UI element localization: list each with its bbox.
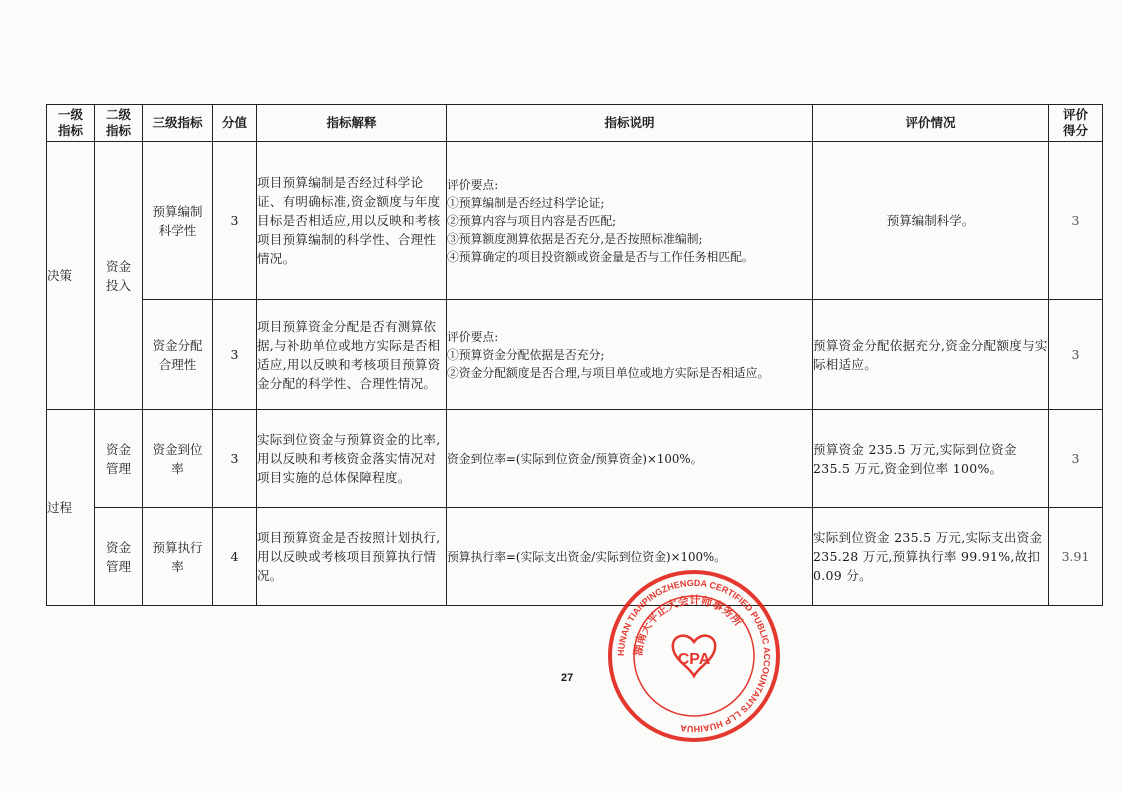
level1-cell: 决策 [47, 142, 95, 410]
header-level2: 二级 指标 [95, 105, 143, 142]
seal-center-text: CPA [677, 651, 711, 668]
description-line: 资金到位率=(实际到位资金/预算资金)×100%。 [447, 451, 703, 466]
description-line: ②预算内容与项目内容是否匹配; [447, 213, 617, 228]
evaluation-cell: 预算资金分配依据充分,资金分配额度与实际相适应。 [813, 300, 1049, 410]
page-number: 27 [561, 672, 574, 684]
description-cell [447, 410, 813, 508]
header-explanation: 指标解释 [257, 105, 447, 142]
explanation-cell: 项目预算资金是否按照计划执行,用以反映或考核项目预算执行情况。 [257, 508, 447, 606]
description-line: 评价要点: [447, 329, 499, 344]
score-value-cell: 3 [213, 300, 257, 410]
level3-cell: 预算执行 率 [143, 508, 213, 606]
evaluation-table [46, 104, 1103, 606]
explanation-cell: 项目预算资金分配是否有测算依据,与补助单位或地方实际是否相适应,用以反映和考核项目预算资金分配的科学性、合理性情况。 [257, 300, 447, 410]
description-line: 预算执行率=(实际支出资金/实际到位资金)×100%。 [447, 549, 727, 564]
header-score-value: 分值 [213, 105, 257, 142]
explanation-cell: 实际到位资金与预算资金的比率,用以反映和考核资金落实情况对项目实施的总体保障程度。 [257, 410, 447, 508]
header-evaluation: 评价情况 [813, 105, 1049, 142]
level2-cell: 资金 管理 [95, 508, 143, 606]
description-line: 评价要点: [447, 177, 499, 192]
level2-cell: 资金 投入 [95, 142, 143, 410]
level3-cell: 资金到位 率 [143, 410, 213, 508]
score-value-cell: 3 [213, 142, 257, 300]
evaluation-cell: 实际到位资金 235.5 万元,实际支出资金 235.28 万元,预算执行率 99.91%,故扣 0.09 分。 [813, 508, 1049, 606]
level3-cell: 预算编制 科学性 [143, 142, 213, 300]
table-row [47, 508, 1103, 606]
score-value-cell: 4 [213, 508, 257, 606]
table-row [47, 300, 1103, 410]
score-cell: 3 [1049, 300, 1103, 410]
table-row [47, 410, 1103, 508]
seal-icon [606, 568, 782, 744]
cpa-seal-stamp [606, 568, 782, 744]
score-cell: 3 [1049, 142, 1103, 300]
level2-cell: 资金 管理 [95, 410, 143, 508]
header-level3: 三级指标 [143, 105, 213, 142]
level3-cell: 资金分配 合理性 [143, 300, 213, 410]
description-cell [447, 300, 813, 410]
seal-arc-text: HUNAN TIANPINGZHENGDA CERTIFIED PUBLIC ACCOUNTANTS LLP HUAIHUA [615, 577, 773, 735]
seal-arc-text: 湖南天平正大会计师事务所 [632, 594, 745, 657]
level1-cell: 过程 [47, 410, 95, 606]
score-cell: 3 [1049, 410, 1103, 508]
header-score: 评价 得分 [1049, 105, 1103, 142]
evaluation-cell: 预算编制科学。 [813, 142, 1049, 300]
score-cell: 3.91 [1049, 508, 1103, 606]
description-line: ③预算额度测算依据是否充分,是否按照标准编制; [447, 231, 703, 246]
header-level1: 一级 指标 [47, 105, 95, 142]
table-header-row [47, 105, 1103, 142]
description-line: ①预算资金分配依据是否充分; [447, 347, 605, 362]
evaluation-cell: 预算资金 235.5 万元,实际到位资金 235.5 万元,资金到位率 100%。 [813, 410, 1049, 508]
description-line: ②资金分配额度是否合理,与项目单位或地方实际是否相适应。 [447, 365, 770, 380]
header-description: 指标说明 [447, 105, 813, 142]
description-line: ①预算编制是否经过科学论证; [447, 195, 605, 210]
description-line: ④预算确定的项目投资额或资金量是否与工作任务相匹配。 [447, 249, 754, 264]
table-row [47, 142, 1103, 300]
description-cell [447, 142, 813, 300]
score-value-cell: 3 [213, 410, 257, 508]
explanation-cell: 项目预算编制是否经过科学论证、有明确标准,资金额度与年度目标是否相适应,用以反映和考核项目预算编制的科学性、合理性情况。 [257, 142, 447, 300]
